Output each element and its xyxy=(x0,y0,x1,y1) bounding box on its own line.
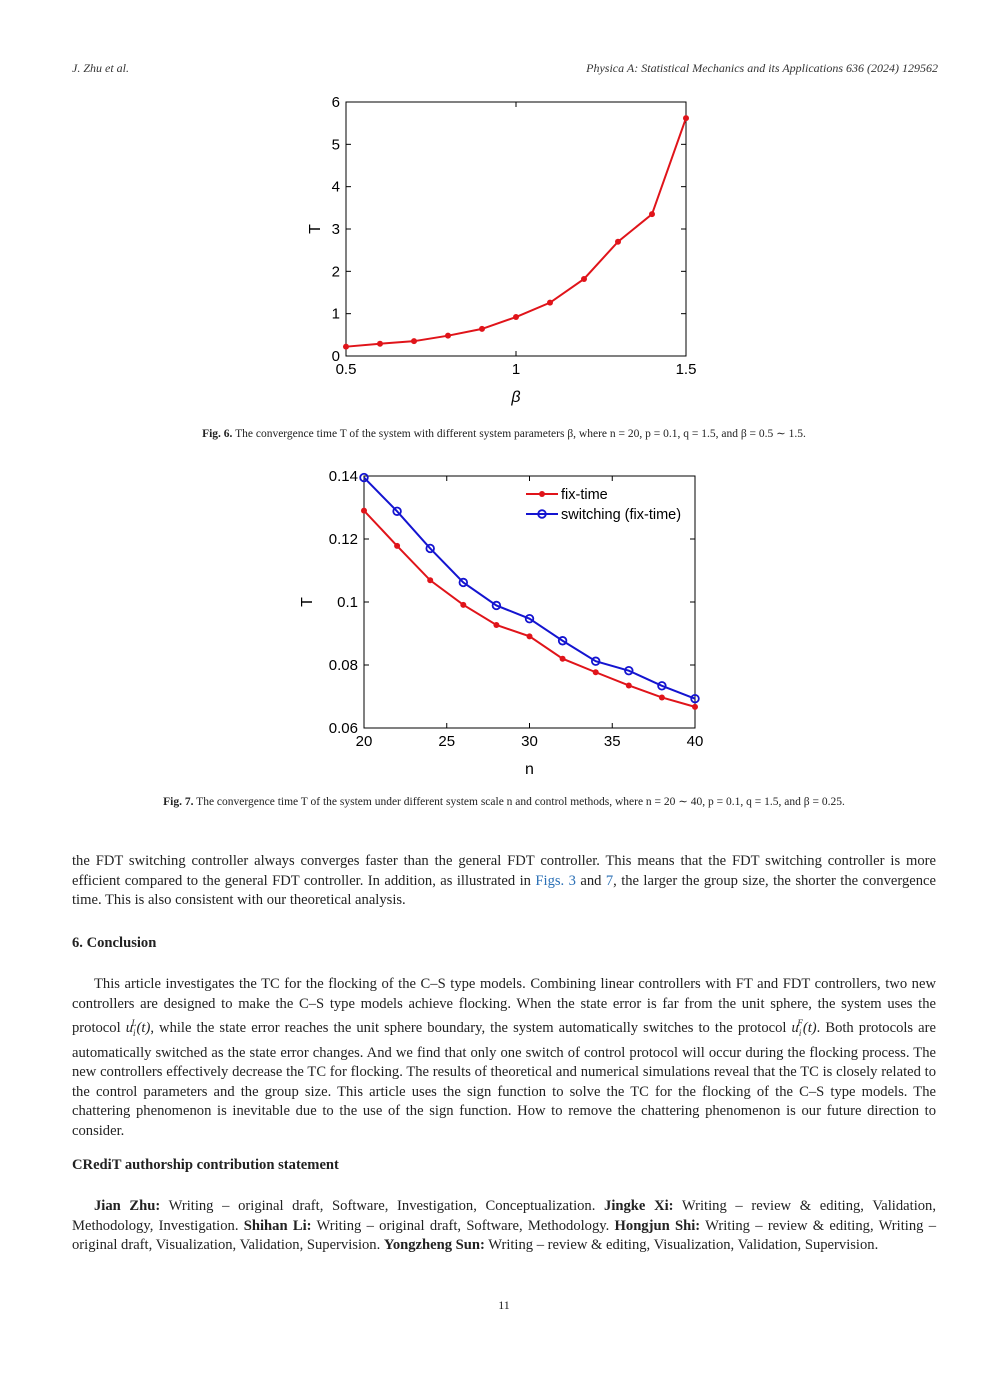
figure-6-caption-label: Fig. 6. xyxy=(202,428,233,440)
y-tick-label: 6 xyxy=(331,94,340,111)
figure-6-chart xyxy=(290,92,720,412)
x-tick-label: 1.5 xyxy=(675,361,697,378)
legend-marker xyxy=(539,491,545,497)
data-point xyxy=(361,508,367,514)
credit-author-name: Shihan Li: xyxy=(243,1217,312,1234)
data-point xyxy=(581,276,587,282)
data-point xyxy=(460,602,466,608)
figure-7-caption xyxy=(0,794,1008,808)
credit-heading: CRediT authorship contribution statement xyxy=(72,1157,339,1173)
para1-text-b: , the larger the group size, the shorter the convergence time. This is also consistent with our theoretical analysis. xyxy=(72,872,936,909)
data-point xyxy=(427,577,433,583)
x-tick-label: 25 xyxy=(438,733,456,750)
data-point xyxy=(692,704,698,710)
running-head-journal: Physica A: Statistical Mechanics and its Applications 636 (2024) 129562 xyxy=(586,61,938,75)
data-point xyxy=(343,344,349,350)
y-tick-label: 0.14 xyxy=(328,468,358,485)
figure-7-caption-text: The convergence time T of the system under different system scale n and control methods, where n = 20 ∼ 40, p = 0.1, q = 1.5, and β = 0.25. xyxy=(196,796,845,808)
data-point xyxy=(493,622,499,628)
figure-7-chart xyxy=(290,462,730,782)
data-point xyxy=(615,239,621,245)
x-tick-label: 30 xyxy=(521,733,538,750)
para2-text-a: This article investigates the TC for the flocking of the C–S type models. Combining linear controllers with FT and FDT controllers, two new controllers are designed to make the C–S type models achieve flocking. When the state error is far from the unit sphere, the system uses the protocol xyxy=(72,976,936,1037)
page-number: 11 xyxy=(498,1298,510,1312)
running-head-authors: J. Zhu et al. xyxy=(72,61,129,75)
x-tick-label: 0.5 xyxy=(335,361,357,378)
x-tick-label: 40 xyxy=(686,733,704,750)
credit-author-name: Jingke Xi: xyxy=(604,1198,674,1214)
data-point xyxy=(560,656,566,662)
x-axis-label: β xyxy=(511,389,521,406)
para2-text-b: , while the state error reaches the unit sphere boundary, the system automatically switches to the protocol xyxy=(150,1020,792,1037)
data-point xyxy=(659,694,665,700)
credit-author-name: Jian Zhu: xyxy=(94,1198,161,1214)
data-point xyxy=(513,314,519,320)
x-tick-label: 20 xyxy=(355,733,373,750)
credit-author-name: Hongjun Shi: xyxy=(614,1217,701,1234)
para1-text-a: the FDT switching controller always converges faster than the general FDT controller. This means that the FDT switching controller is more efficient compared to the general FDT controller. In addition, as illustrated in xyxy=(72,853,936,889)
credit-author-roles: Writing – review & editing, Writing – original draft, Visualization, Validation, Supervision. xyxy=(72,1217,937,1254)
y-axis-label: T xyxy=(299,597,316,607)
section-6-heading: 6. Conclusion xyxy=(72,935,157,951)
data-point xyxy=(547,300,553,306)
y-axis-label: T xyxy=(307,224,324,234)
data-point xyxy=(649,211,655,217)
y-tick-label: 1 xyxy=(331,305,340,323)
x-tick-label: 35 xyxy=(603,733,621,750)
y-tick-label: 0.08 xyxy=(328,657,358,674)
y-tick-label: 2 xyxy=(331,263,340,281)
protocol-u-L: $u_i^L(t)$ xyxy=(125,1018,151,1038)
credit-paragraph xyxy=(72,1197,936,1256)
figure-6-caption xyxy=(0,426,1008,440)
y-tick-label: 3 xyxy=(331,221,340,238)
link-fig-7[interactable]: 7 xyxy=(605,872,614,889)
y-tick-label: 0 xyxy=(331,348,340,365)
x-tick-label: 1 xyxy=(511,361,521,378)
link-figs-3[interactable]: Figs. 3 xyxy=(535,872,576,889)
legend-label: switching (fix-time) xyxy=(561,507,682,523)
figure-7-caption-label: Fig. 7. xyxy=(163,796,194,808)
body-paragraph-1 xyxy=(72,852,936,911)
data-point xyxy=(683,115,689,121)
series-line-0 xyxy=(346,118,686,347)
figure-6-caption-text: The convergence time T of the system with different system parameters β, where n = 20, p = 0.1, q = 1.5, and β = 0.5 ∼ 1.5. xyxy=(235,428,806,440)
conclusion-paragraph xyxy=(72,975,936,1142)
legend-label: fix-time xyxy=(561,487,608,503)
credit-author-name: Yongzheng Sun: xyxy=(383,1237,485,1254)
data-point xyxy=(445,333,451,339)
data-point xyxy=(377,341,383,347)
data-point xyxy=(593,669,599,675)
credit-author-roles: Writing – review & editing, Visualization, Validation, Supervision. xyxy=(484,1237,879,1254)
credit-author-roles: Writing – review & editing, Validation, Methodology, Investigation. xyxy=(72,1198,936,1234)
y-tick-label: 4 xyxy=(331,178,340,196)
x-axis-label: n xyxy=(525,761,534,778)
data-point xyxy=(626,682,632,688)
data-point xyxy=(527,633,533,639)
data-point xyxy=(411,338,417,344)
y-tick-label: 0.12 xyxy=(328,531,358,548)
y-tick-label: 5 xyxy=(331,136,340,154)
y-tick-label: 0.06 xyxy=(328,720,358,737)
y-tick-label: 0.1 xyxy=(337,594,358,611)
para2-text-c: . Both protocols are automatically switched as the state error changes. And we find that only one switch of control protocol will occur during the flocking process. The new controllers effectively decrease the TC for flocking. The results of theoretical and numerical simulations reveal that the TC is closely related to the control parameters and the group size. This article uses the sign function to solve the TC for the flocking of the C–S type models. The chattering phenomenon is inevitable due to the use of the sign function. How to remove the chattering phenomenon is our future direction to consider. xyxy=(72,1020,936,1139)
data-point xyxy=(394,543,400,549)
protocol-u-F: $u_i^F(t)$ xyxy=(791,1018,817,1038)
credit-author-roles: Writing – original draft, Software, Methodology. xyxy=(311,1217,615,1234)
credit-author-roles: Writing – original draft, Software, Investigation, Conceptualization. xyxy=(160,1198,605,1214)
data-point xyxy=(479,326,485,332)
para1-text-mid: and xyxy=(575,872,606,889)
